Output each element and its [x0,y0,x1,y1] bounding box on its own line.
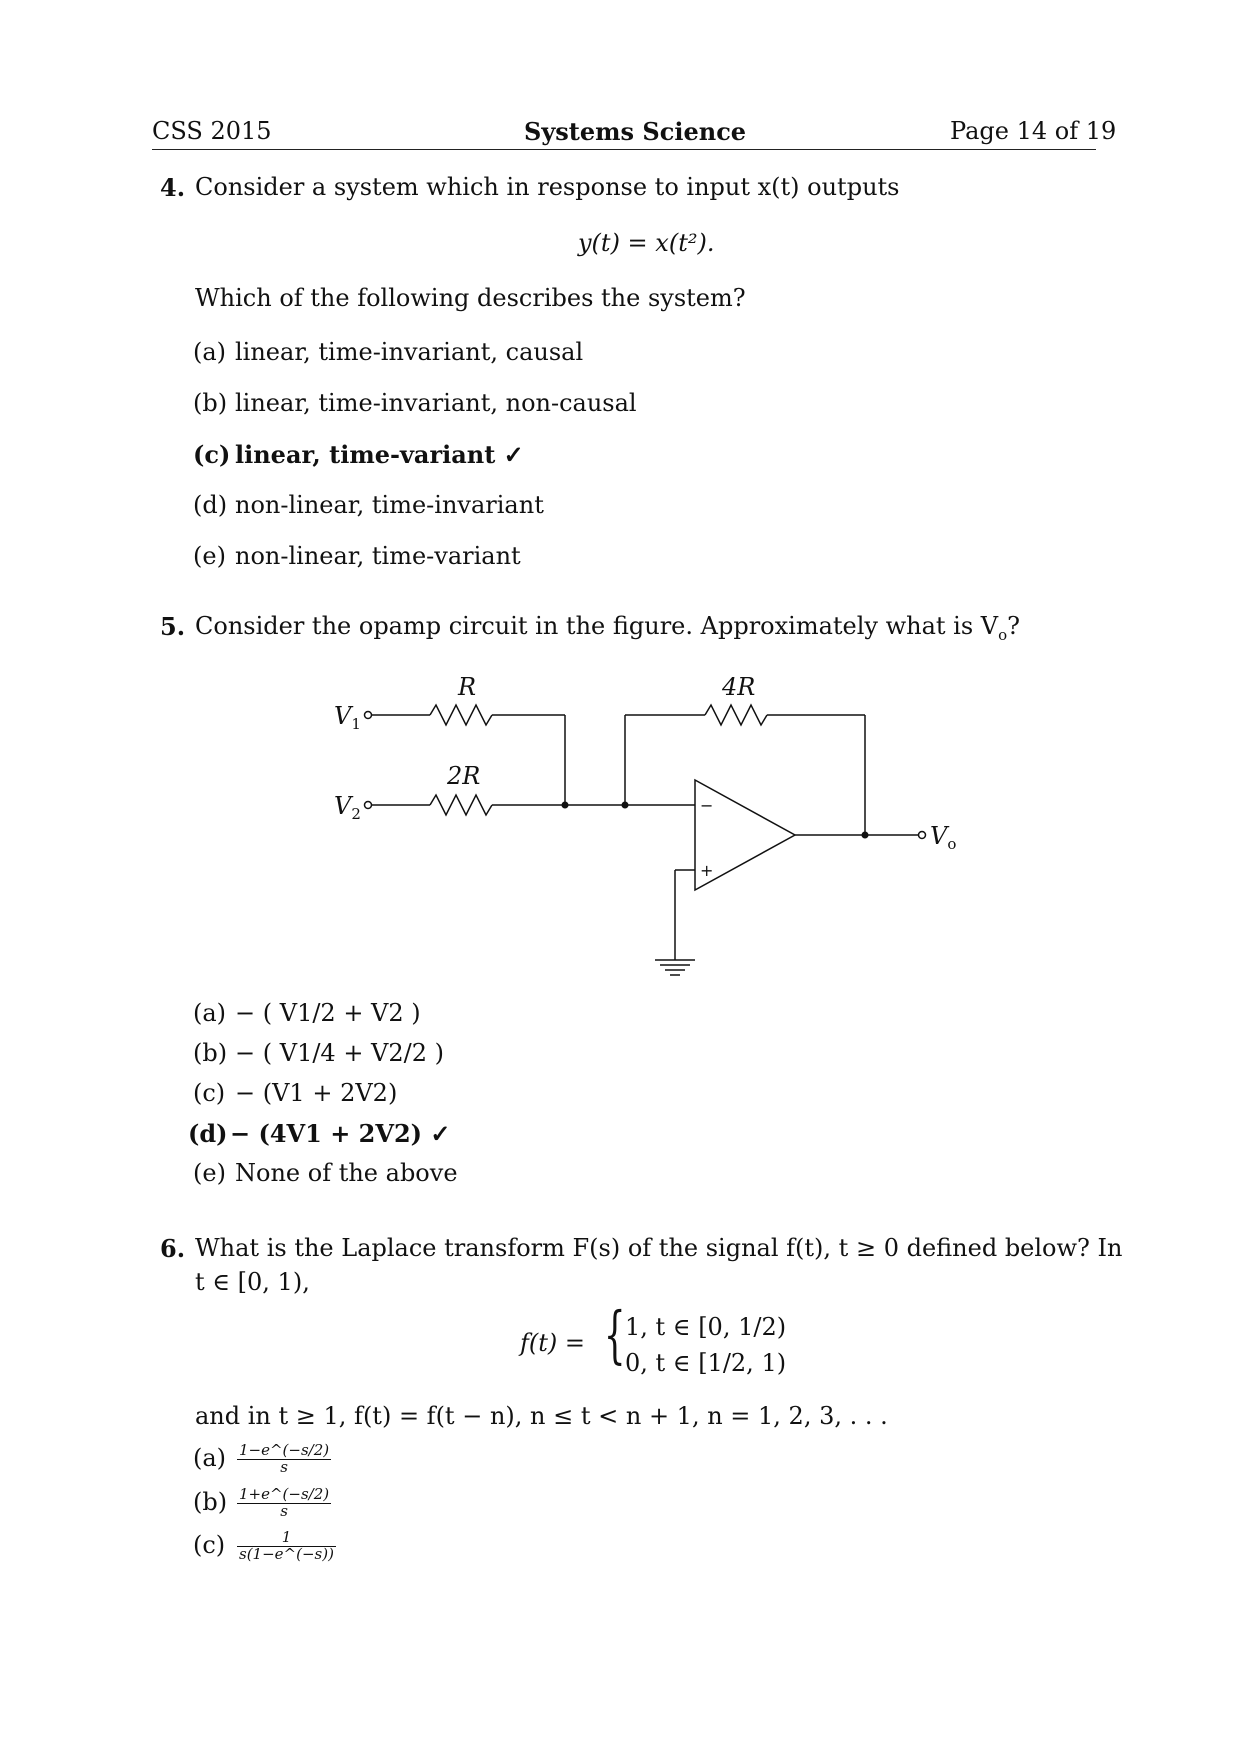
option-text: linear, time-invariant, non-causal [235,389,637,417]
q5-option-a [193,999,421,1027]
q6-periodic-definition: and in t ≥ 1, f(t) = f(t − n), n ≤ t < n + 1, n = 1, 2, 3, . . . [195,1402,888,1430]
header-rule [152,149,1096,150]
opamp-plus-sign: + [700,861,714,880]
option-label: (c) [193,1079,226,1107]
opamp-minus-sign: − [700,796,714,815]
resistor-2r [430,795,492,815]
q5-option-b [193,1039,444,1067]
label-r: R [458,673,477,701]
option-label: (a) [193,1443,227,1472]
label-v2: $V_2$ [334,792,361,823]
option-fraction: $\frac{1+e\^{}(-s/2)}{s}$ [239,1485,330,1520]
q4-option-e [193,542,521,570]
q6-case-2: 0, t ∈ [1/2, 1) [625,1349,787,1377]
q5-number: 5. [160,612,186,641]
q6-brace: { [603,1298,626,1371]
option-text: − ( V1/4 + V2/2 ) [235,1039,445,1067]
q6-prompt-line2: t ∈ [0, 1), [195,1268,310,1296]
q6-case-1: 1, t ∈ [0, 1/2) [625,1313,787,1341]
q6-piecewise-lhs: f(t) = [520,1329,585,1357]
option-label: (c) [193,440,231,469]
option-text: non-linear, time-variant [235,542,521,570]
junction-dot [862,832,869,839]
label-vo: $V_o$ [930,822,957,853]
q5-prompt-sub: o [998,625,1008,644]
q5-option-c [193,1079,397,1107]
resistor-r [430,705,492,725]
q5-prompt [195,612,1020,644]
opamp-circuit-diagram [320,665,960,985]
q5-prompt-text: Consider the opamp circuit in the figure. Approximately what is V [195,612,999,640]
option-label: (b) [193,1039,228,1067]
option-label: (a) [193,999,227,1027]
q4-option-c-correct [193,440,524,469]
label-v1: $V_1$ [334,702,361,733]
option-text: non-linear, time-invariant [235,491,544,519]
q6-prompt-line1: What is the Laplace transform F(s) of the signal f(t), t ≥ 0 defined below? In [195,1234,1123,1262]
option-text: None of the above [235,1159,458,1187]
q5-option-d-correct [188,1119,451,1148]
option-label: (e) [193,1159,226,1187]
q5-prompt-end: ? [1007,612,1021,640]
q4-equation: y(t) = x(t²). [578,229,715,257]
q4-question: Which of the following describes the system? [195,284,746,312]
q4-option-d [193,491,544,519]
q6-option-a [193,1443,333,1476]
option-text: − (V1 + 2V2) [235,1079,398,1107]
resistor-4r [705,705,767,725]
junction-dot [622,802,629,809]
option-text: − ( V1/2 + V2 ) [235,999,421,1027]
q6-option-c [193,1530,338,1563]
option-label: (d) [193,491,228,519]
label-4r: 4R [722,673,756,701]
q4-prompt: Consider a system which in response to input x(t) outputs [195,173,900,201]
header-course: CSS 2015 [152,117,272,145]
option-label: (c) [193,1530,226,1559]
option-text: linear, time-invariant, causal [235,338,584,366]
option-text: linear, time-variant ✓ [235,440,524,469]
q6-option-b [193,1487,333,1520]
option-text: − (4V1 + 2V2) ✓ [230,1119,451,1148]
option-label: (d) [188,1119,228,1148]
junction-dot [562,802,569,809]
vo-terminal [919,832,926,839]
option-fraction: $\frac{1}{s(1-e\^{}(-s))}$ [239,1528,334,1563]
label-2r: 2R [447,762,481,790]
q6-number: 6. [160,1234,186,1263]
header-title: Systems Science [524,117,747,146]
option-label: (a) [193,338,227,366]
q4-option-b [193,389,637,417]
v2-terminal [365,802,372,809]
option-label: (b) [193,389,228,417]
q4-option-a [193,338,583,366]
option-label: (b) [193,1487,228,1516]
header-page: Page 14 of 19 [950,117,1117,145]
v1-terminal [365,712,372,719]
q4-number: 4. [160,173,186,202]
option-fraction: $\frac{1-e\^{}(-s/2)}{s}$ [239,1441,330,1476]
q5-option-e [193,1159,458,1187]
option-label: (e) [193,542,226,570]
